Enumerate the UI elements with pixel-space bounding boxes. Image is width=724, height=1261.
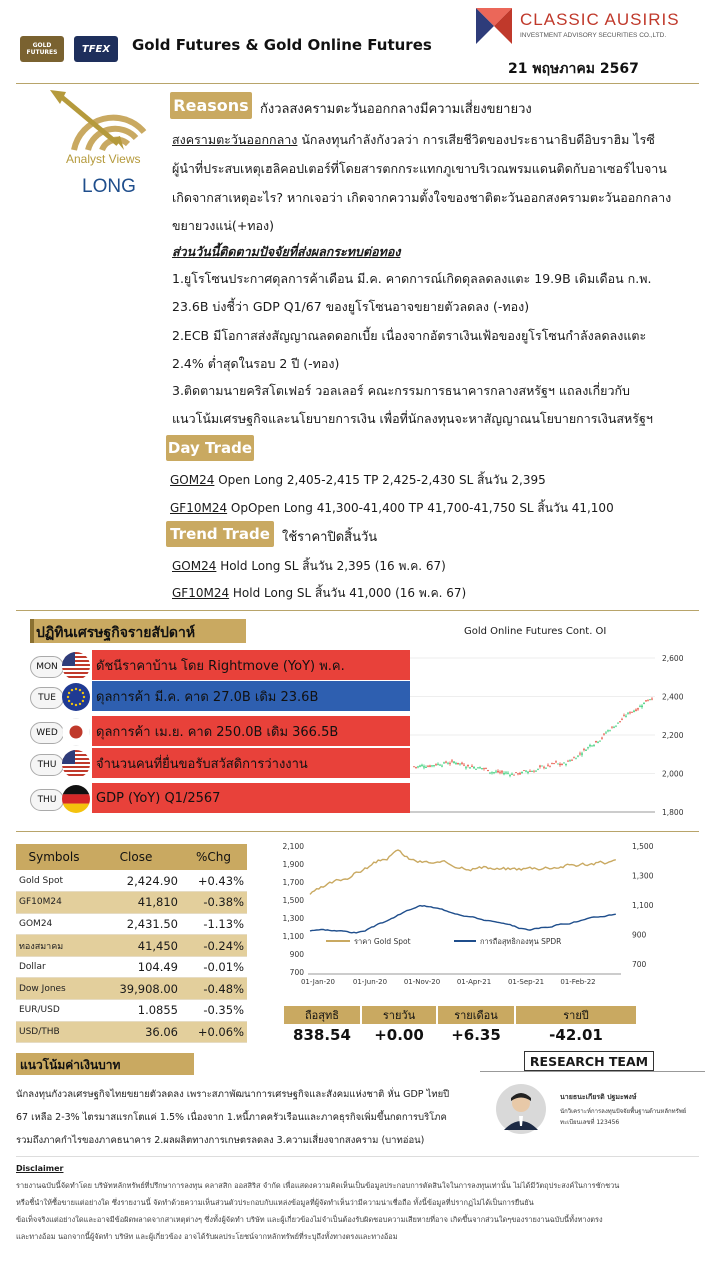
factor-2-line-1: 2.ECB มีโอกาสส่งสัญญาณลดดอกเบี้ย เนื่องจากอัตราเงินเฟ้อของยูโรโซนกำลังลดลงแตะ [172,328,647,343]
day-trade-gom-text: Open Long 2,405-2,415 TP 2,425-2,430 SL สิ้นวัน 2,395 [214,473,546,487]
row-symbol: GOM24 [16,913,92,935]
left-y-tick: 1,900 [282,860,304,869]
brand-subtitle: INVESTMENT ADVISORY SECURITIES CO.,LTD. [520,32,667,39]
reasons-paragraph-line-3: เกิดจากสาเหตุอะไร? หากเจอว่า เกิดจากความตั้งใจของชาติตะวันออกสงครามตะวันออกกลาง [172,190,672,205]
oi-candle [575,758,577,759]
row-chg: -0.01% [180,956,247,978]
x-tick: 01-Feb-22 [560,978,596,986]
oi-candle [599,741,601,742]
day-trade-gf [170,499,614,518]
oi-candle [591,746,593,747]
oi-candle [573,757,575,758]
spdr-summary-value: +6.35 [451,1026,501,1044]
row-chg: +0.43% [180,870,247,892]
row-symbol: Dollar [16,956,92,978]
oi-candle [615,726,617,727]
trend-trade-gf-symbol: GF10M24 [172,586,230,600]
oi-candle [583,749,585,750]
factors-title: ส่วนวันนี้ติดตามปัจจัยที่ส่งผลกระทบต่อทอง [172,244,401,259]
oi-candle [441,766,443,767]
oi-candle [463,765,465,766]
col-symbols: Symbols [16,844,92,870]
oi-candle [629,712,631,713]
research-role-1: นักวิเคราะห์การลงทุนปัจจัยพื้นฐานด้านหลักทรัพย์ [560,1108,687,1115]
oi-candle [633,711,635,712]
oi-candle [619,721,621,722]
report-date: 21 พฤษภาคม 2567 [508,61,639,77]
oi-candle [627,713,629,714]
calendar-row [22,748,410,778]
trend-trade-gom-text: Hold Long SL สิ้นวัน 2,395 (16 พ.ค. 67) [216,559,446,573]
oi-candle [501,771,503,772]
jp-flag-icon [62,718,90,746]
oi-candle [549,766,551,767]
oi-candle [589,745,591,746]
oi-candle [503,773,505,774]
right-y-tick: 1,100 [632,901,654,910]
spdr-summary-header: รายปี [516,1006,636,1024]
market-table [16,844,247,1043]
oi-candle [477,767,479,768]
gold-spot-line [310,850,616,894]
oi-y-tick: 2,200 [662,731,684,740]
oi-y-tick: 1,800 [662,808,684,817]
calendar-event: ดุลการค้า มี.ค. คาด 27.0B เดิม 23.6B [92,681,410,711]
oi-candle [431,765,433,766]
left-y-tick: 2,100 [282,842,304,851]
oi-candle [525,771,527,772]
row-symbol: ทองสมาคม [16,935,92,957]
oi-candle [605,733,607,734]
oi-candle [571,760,573,761]
oi-candle [453,762,455,763]
gold-futures-logo [20,36,64,62]
oi-candle [471,766,473,767]
section-divider-2 [16,831,699,832]
oi-candle [513,775,515,776]
oi-candle [457,763,459,764]
oi-candle [597,742,599,743]
research-role-2: ทะเบียนเลขที่ 123456 [560,1119,620,1126]
disclaimer-divider [16,1156,699,1157]
spdr-holdings-line [310,906,616,933]
table-row [16,870,247,892]
oi-candle [497,771,499,772]
research-divider [480,1071,705,1072]
target-arrow-icon [44,88,154,154]
x-tick: 01-Sep-21 [507,978,545,986]
oi-candle [569,760,571,761]
tfex-logo-text: TFEX [81,43,111,55]
trend-trade-gf-text: Hold Long SL สิ้นวัน 41,000 (16 พ.ค. 67) [229,586,467,600]
oi-candle [479,767,481,768]
oi-candle [485,768,487,769]
us-flag-icon [62,750,90,778]
calendar-day: THU [30,754,64,776]
left-y-tick: 1,300 [282,914,304,923]
page-title: Gold Futures & Gold Online Futures [132,36,432,54]
us-flag-icon [62,652,90,680]
row-symbol: Dow Jones [16,978,92,1000]
oi-candle [519,773,521,774]
oi-candle [543,767,545,768]
baht-line-3: รวมถึงภาคกำไรของภาคธนาคาร 2.ผลผลิตทางการเกษตรลดลง 3.ความเสี่ยงจากสงคราม (บาทอ่อน) [16,1135,425,1146]
table-row [16,978,247,1000]
baht-line-1: นักลงทุนกังวลเศรษฐกิจไทยขยายตัวลดลง เพราะสภาพัฒนาการเศรษฐกิจและสังคมแห่งชาติ หั่น GDP ไทยปี [16,1089,450,1100]
spdr-summary-value: -42.01 [549,1026,603,1044]
oi-candle [539,766,541,767]
x-tick: 01-Apr-21 [456,978,492,986]
trend-trade-gom-symbol: GOM24 [172,559,217,573]
day-trade-gf-text: OpOpen Long 41,300-41,400 TP 41,700-41,750 SL สิ้นวัน 41,100 [227,501,614,515]
oi-candle [637,708,639,709]
right-y-tick: 700 [632,960,647,969]
oi-candle [473,767,475,768]
oi-candle [595,741,597,742]
oi-candle [443,763,445,764]
oi-candle [415,767,417,768]
calendar-event: ดัชนีราคาบ้าน โดย Rightmove (YoY) พ.ค. [92,650,410,680]
left-y-tick: 900 [289,950,304,959]
oi-candle [483,768,485,769]
spdr-summary-value: 838.54 [293,1026,351,1044]
oi-candle [461,763,463,764]
oi-candle [429,766,431,767]
oi-candle [421,765,423,766]
oi-candle [417,767,419,768]
brand-name: CLASSIC AUSIRIS [520,10,680,29]
trend-trade-label-text: Trend Trade [170,525,270,543]
row-close: 41,810 [92,892,180,914]
x-tick: 01-Jan-20 [300,978,336,986]
row-chg: -0.35% [180,1000,247,1022]
factor-1-line-2: 23.6B บ่งชี้ว่า GDP Q1/67 ของยูโรโซนอาจขยายตัวลดลง (-ทอง) [172,299,530,314]
oi-candle [419,766,421,767]
row-symbol: USD/THB [16,1021,92,1043]
oi-candle [491,772,493,773]
oi-candle [435,764,437,765]
oi-candle [553,763,555,764]
oi-candle [515,772,517,773]
row-chg: +0.06% [180,1021,247,1043]
day-trade-gom [170,471,546,490]
row-close: 39,908.00 [92,978,180,1000]
left-y-tick: 700 [289,968,304,977]
col-close: Close [92,844,180,870]
oi-candle [621,719,623,720]
day-trade-gf-symbol: GF10M24 [170,501,228,515]
table-row [16,935,247,957]
oi-candle [505,773,507,774]
oi-candle [425,767,427,768]
row-symbol: Gold Spot [16,870,92,892]
spdr-summary-header: ถือสุทธิ [284,1006,360,1024]
oi-candle [611,727,613,728]
calendar-day: MON [30,656,64,678]
oi-candle [537,769,539,770]
reasons-topic: สงครามตะวันออกกลาง [172,132,298,147]
oi-candle [613,727,615,728]
calendar-row [22,681,410,711]
disclaimer-title: Disclaimer [16,1164,64,1173]
oi-candle [607,730,609,731]
disclaimer-line-4: และทางอ้อม นอกจากนี้ผู้จัดทำ บริษัท และผู้เกี่ยวข้อง อาจได้รับผลประโยชน์จากหลักทรัพย์ที่ระบุถึงทั้งทางตรงและทางอ้อม [16,1232,398,1241]
spdr-summary-header: รายวัน [362,1006,436,1024]
oi-candle [427,766,429,767]
oi-candle [617,723,619,724]
oi-candle [601,738,603,739]
oi-candle [529,771,531,772]
reasons-headline: กังวลสงครามตะวันออกกลางมีความเสี่ยงขยายวง [260,102,532,117]
oi-candle [593,745,595,746]
disclaimer-line-1: รายงานฉบับนี้จัดทำโดย บริษัทหลักทรัพย์ที่ปรึกษาการลงทุน คลาสสิก ออสสิริส จำกัด เพื่อแสดงความคิดเห็นเป็นข้อมูลประกอบการตัดสินใจในการลงทุนเท่านั้น ไม่ได้มีวัตถุประสงค์ในการชักชวน [16,1181,620,1190]
oi-candle [635,710,637,711]
oi-candle [445,762,447,763]
calendar-title: ปฏิทินเศรษฐกิจรายสัปดาห์ [36,625,196,641]
oi-candle [603,734,605,735]
day-trade-label [166,435,254,461]
factor-3-line-1: 3.ติดตามนายคริสโตเฟอร์ วอลเลอร์ คณะกรรมการธนาคารกลางสหรัฐฯ แถลงเกี่ยวกับ [172,383,630,398]
oi-candle [567,761,569,762]
oi-candle [563,763,565,764]
oi-candle [535,771,537,772]
table-row [16,1021,247,1043]
row-close: 1.0855 [92,1000,180,1022]
table-row [16,956,247,978]
row-close: 36.06 [92,1021,180,1043]
section-divider [16,610,699,611]
oi-candle [581,753,583,754]
trend-trade-note: ใช้ราคาปิดสิ้นวัน [282,530,378,545]
oi-candle [507,773,509,774]
factor-1-line-1: 1.ยูโรโซนประกาศดุลการค้าเดือน มี.ค. คาดการณ์เกิดดุลลดลงแตะ 19.9B เดิมเดือน ก.พ. [172,271,652,286]
oi-candle [423,766,425,767]
analyst-views-label: Analyst Views [66,152,141,166]
oi-candle [517,773,519,774]
oi-candle [587,747,589,748]
calendar-day: WED [30,722,64,744]
oi-candle [493,772,495,773]
oi-candle [641,706,643,707]
left-y-tick: 1,700 [282,878,304,887]
gold-futures-logo-text: GOLD FUTURES [26,42,58,56]
oi-candle [511,774,513,775]
header-divider [16,83,699,84]
oi-y-tick: 2,400 [662,692,684,702]
table-row [16,892,247,914]
row-chg: -0.24% [180,935,247,957]
disclaimer-line-3: ข้อเท็จจริงแต่อย่างใดและอาจมีข้อผิดพลาดจากสาเหตุต่างๆ ซึ่งทั้งผู้จัดทำ บริษัท และผู้เกี่ยวข้องไม่จำเป็นต้องรับผิดชอบความเสียหายที่อาจ เกิดขึ้นจากส่วนใดๆของรายงานฉบับนี้ทั้งทางตรง [16,1215,603,1224]
factor-3-line-2: แนวโน้มเศรษฐกิจและนโยบายการเงิน เพื่อที่นักลงทุนจะหาสัญญาณนโยบายการเงินสหรัฐฯ [172,411,653,426]
oi-candle [631,712,633,713]
oi-candle [437,764,439,765]
row-symbol: EUR/USD [16,1000,92,1022]
day-trade-label-text: Day Trade [167,439,253,457]
oi-candle [487,770,489,771]
reasons-paragraph-line-4: ขยายวงแน่(+ทอง) [172,218,275,233]
oi-candle [523,770,525,771]
de-flag-icon [62,785,90,813]
legend-spdr-label: การถือสุทธิกองทุน SPDR [480,937,562,946]
calendar-event: จำนวนคนที่ยื่นขอรับสวัสดิการว่างงาน [92,748,410,778]
oi-candle [449,763,451,764]
oi-chart-title: Gold Online Futures Cont. OI [464,626,607,637]
calendar-day: THU [30,789,64,811]
reasons-label [170,92,252,119]
reasons-label-text: Reasons [173,96,249,115]
left-y-tick: 1,100 [282,932,304,941]
row-chg: -1.13% [180,913,247,935]
calendar-event: GDP (YoY) Q1/2567 [92,783,410,813]
spdr-summary-header: รายเดือน [438,1006,514,1024]
row-chg: -0.38% [180,892,247,914]
oi-candle [447,763,449,764]
trend-trade-label [166,521,274,547]
gold-spdr-chart [276,836,696,996]
baht-line-2: 67 เหลือ 2-3% ไตรมาสแรกโตแค่ 1.5% เนื่องจาก 1.หนี้ภาคครัวเรือนและภาคธุรกิจเพิ่มขึ้นกดการบริโภค [16,1112,447,1123]
oi-candle [559,764,561,765]
oi-candle [499,772,501,773]
oi-candle [643,703,645,704]
oi-candle [647,700,649,701]
x-tick: 01-Jun-20 [352,978,388,986]
right-y-tick: 1,300 [632,871,654,881]
oi-chart [400,640,700,822]
reasons-paragraph-line-1 [172,130,655,150]
oi-candle [489,773,491,774]
oi-candle [585,750,587,751]
legend-gold-label: ราคา Gold Spot [354,937,411,946]
research-team-title: RESEARCH TEAM [524,1051,654,1071]
eu-flag-icon [62,683,90,711]
trend-trade-gom [172,557,446,576]
calendar-row [22,716,410,746]
oi-candle [521,772,523,773]
calendar-day: TUE [30,687,64,709]
oi-candle [551,763,553,764]
oi-y-tick: 2,600 [662,654,684,663]
oi-candle [649,699,651,700]
reasons-para-line1: นักลงทุนกำลังกังวลว่า การเสียชีวิตของประธานาธิบดีอิบราฮิม ไรซี [301,132,655,147]
disclaimer-line-2: หรือชี้นำให้ซื้อขายแต่อย่างใด ซึ่งรายงานนี้ จัดทำด้วยความเห็นส่วนตัวประกอบกับแหล่งข้อมูลที่ผู้จัดทำเห็นว่ามีความน่าเชื่อถือ ทั้งนี้ข้อมูลที่ปรากฏไม่ได้เป็นการยืนยัน [16,1198,534,1207]
oi-candle [577,756,579,757]
day-trade-gom-symbol: GOM24 [170,473,215,487]
oi-candle [531,771,533,772]
oi-candle [625,716,627,717]
table-row [16,1000,247,1022]
oi-candle [533,772,535,773]
oi-candle [547,765,549,766]
row-symbol: GF10M24 [16,892,92,914]
calendar-row [22,783,410,813]
row-close: 2,431.50 [92,913,180,935]
oi-candle [527,772,529,773]
oi-candle [439,765,441,766]
row-close: 41,450 [92,935,180,957]
tfex-logo [74,36,118,62]
oi-candle [545,768,547,769]
row-chg: -0.48% [180,978,247,1000]
oi-candle [541,766,543,767]
oi-candle [451,761,453,762]
oi-candle [565,764,567,765]
baht-title: แนวโน้มค่าเงินบาท [20,1058,121,1072]
analyst-view-long: LONG [82,176,136,197]
trend-trade-gf [172,584,466,603]
oi-candle [639,706,641,707]
market-table-header [16,844,247,870]
factor-2-line-2: 2.4% ต่ำสุดในรอบ 2 ปี (-ทอง) [172,356,340,371]
reasons-paragraph-line-2: ผู้นำที่ประสบเหตุเฮลิคอปเตอร์ที่โดยสารตกกระแทกภูเขาบริเวณพรมแดนติดกับอาเซอร์ไบจาน [172,161,667,176]
oi-candle [495,772,497,773]
row-close: 2,424.90 [92,870,180,892]
analyst-avatar [496,1084,546,1134]
oi-candle [481,768,483,769]
oi-candle [609,731,611,732]
oi-candle [433,765,435,766]
calendar-event: ดุลการค้า เม.ย. คาด 250.0B เดิม 366.5B [92,716,410,746]
oi-candle [555,761,557,762]
oi-candle [469,767,471,768]
oi-candle [413,766,415,767]
right-y-tick: 900 [632,930,647,940]
oi-candle [579,754,581,755]
row-close: 104.49 [92,956,180,978]
right-y-tick: 1,500 [632,842,654,851]
x-tick: 01-Nov-20 [403,978,441,986]
oi-candle [623,715,625,716]
oi-candle [645,700,647,701]
oi-candle [557,764,559,765]
oi-candle [509,775,511,776]
col-chg: %Chg [180,844,247,870]
calendar-row [22,650,410,680]
oi-candle [465,767,467,768]
oi-candle [475,769,477,770]
left-y-tick: 1,500 [282,896,304,905]
oi-candle [459,764,461,765]
oi-y-tick: 2,000 [662,769,684,779]
oi-candle [561,764,563,765]
oi-candle [467,765,469,766]
classic-ausiris-logo-icon [474,6,514,46]
oi-candle [651,699,653,700]
table-row [16,913,247,935]
spdr-summary-value: +0.00 [374,1026,424,1044]
oi-candle [455,763,457,764]
research-name: นายธนะเกียรติ ปฐมะพงษ์ [560,1093,637,1101]
